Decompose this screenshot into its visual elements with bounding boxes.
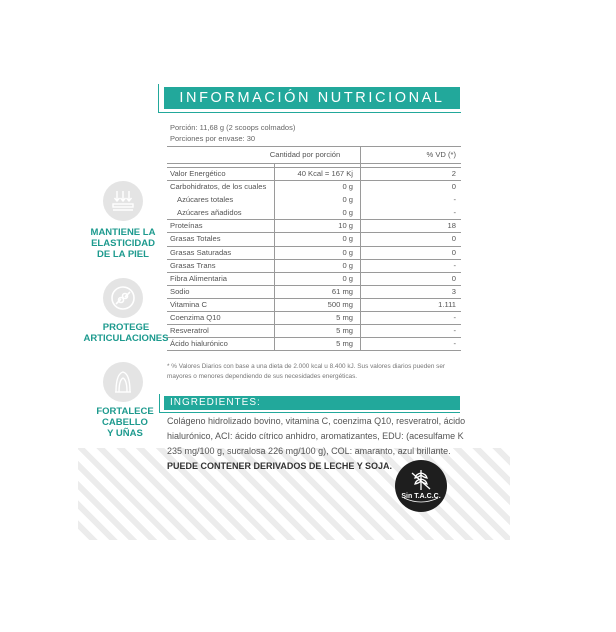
table-row — [167, 168, 461, 181]
row-vd: - — [453, 313, 456, 323]
row-amount: 0 g — [342, 182, 353, 192]
row-vd: 0 — [451, 273, 456, 283]
row-label: Grasas Saturadas — [170, 247, 232, 257]
table-row — [167, 299, 461, 312]
row-label: Fibra Alimentaria — [170, 273, 227, 283]
table-row — [167, 220, 461, 233]
table-row — [167, 312, 461, 325]
row-vd: 0 — [451, 234, 456, 244]
row-amount: 0 g — [342, 260, 353, 270]
table-row — [167, 233, 461, 246]
table-row — [167, 338, 461, 351]
table-row — [167, 325, 461, 338]
row-label: Proteínas — [170, 221, 203, 231]
servings-per-container: Porciones por envase: 30 — [170, 134, 256, 143]
skin-elasticity-icon — [103, 181, 143, 221]
row-label: Carbohidratos, de los cuales — [170, 182, 267, 192]
header-amount: Cantidad por porción — [269, 150, 341, 159]
row-amount: 5 mg — [336, 326, 353, 336]
row-label: Grasas Trans — [170, 260, 216, 270]
row-vd: - — [453, 326, 456, 336]
row-label: Vitamina C — [170, 299, 208, 309]
row-label: Coenzima Q10 — [170, 313, 221, 323]
row-label: Ácido hialurónico — [170, 339, 228, 349]
serving-size: Porción: 11,68 g (2 scoops colmados) — [170, 123, 296, 132]
table-row — [167, 247, 461, 260]
row-amount: 61 mg — [331, 286, 353, 296]
row-label: Valor Energético — [170, 169, 226, 178]
row-vd: 3 — [451, 286, 456, 296]
gluten-free-seal — [395, 460, 447, 512]
row-amount: 5 mg — [336, 339, 353, 349]
table-header-row — [167, 147, 461, 164]
joint-icon — [103, 278, 143, 318]
row-amount: 10 g — [338, 221, 353, 231]
row-label: Resveratrol — [170, 326, 209, 336]
row-amount: 0 g — [342, 273, 353, 283]
row-vd: 1.111 — [438, 299, 456, 309]
table-row — [167, 286, 461, 299]
row-vd: - — [453, 260, 456, 270]
table-row — [167, 207, 461, 220]
nutrition-title-banner: INFORMACIÓN NUTRICIONAL — [164, 87, 460, 109]
row-vd: - — [453, 208, 456, 218]
row-label: Sodio — [170, 286, 190, 296]
table-row — [167, 181, 461, 194]
row-amount: 0 g — [342, 195, 353, 205]
row-vd: 2 — [451, 169, 456, 178]
row-label: Azúcares totales — [177, 195, 234, 205]
claim-skin-elasticity: MANTIENE LA ELASTICIDAD DE LA PIEL — [90, 227, 156, 260]
row-vd: - — [453, 339, 456, 349]
claim-hair-nails: FORTALECE CABELLO Y UÑAS — [96, 406, 154, 439]
row-vd: 0 — [451, 247, 456, 257]
claim-joints: PROTEGE ARTICULACIONES — [83, 322, 169, 344]
header-vd: % VD (*) — [426, 150, 456, 159]
hair-nails-icon — [103, 362, 143, 402]
row-label: Grasas Totales — [170, 234, 221, 244]
allergen-warning: PUEDE CONTENER DERIVADOS DE LECHE Y SOJA. — [167, 461, 393, 471]
seal-label: Sin T.A.C.C. — [401, 493, 441, 500]
ingredients-list: Colágeno hidrolizado bovino, vitamina C, coenzima Q10, resveratrol, ácido hialurónico, ACI: ácido cítrico anhidro, aromatizantes, EDU: (acesulfame K 235 mg/100 g, sucralosa 226 mg/100 g), COL: amaranto, azul brillante. — [167, 416, 466, 456]
table-row — [167, 194, 461, 207]
daily-value-footnote: * % Valores Diarios con base a una dieta de 2.000 kcal u 8.400 kJ. Sus valores diarios pueden ser mayores o menores dependiendo de sus necesidades energéticas. — [167, 363, 446, 380]
row-amount: 0 g — [342, 208, 353, 218]
row-amount: 5 mg — [336, 313, 353, 323]
row-amount: 0 g — [342, 247, 353, 257]
row-amount: 0 g — [342, 234, 353, 244]
wheat-icon — [395, 460, 447, 512]
row-amount: 40 Kcal = 167 Kj — [297, 169, 353, 178]
row-vd: - — [453, 195, 456, 205]
row-label: Azúcares añadidos — [177, 208, 242, 218]
table-row — [167, 260, 461, 273]
row-vd: 18 — [447, 221, 456, 231]
ingredients-heading: INGREDIENTES: — [164, 396, 460, 410]
table-row — [167, 273, 461, 286]
nutrition-table — [167, 146, 461, 351]
row-amount: 500 mg — [327, 299, 353, 309]
row-vd: 0 — [451, 182, 456, 192]
